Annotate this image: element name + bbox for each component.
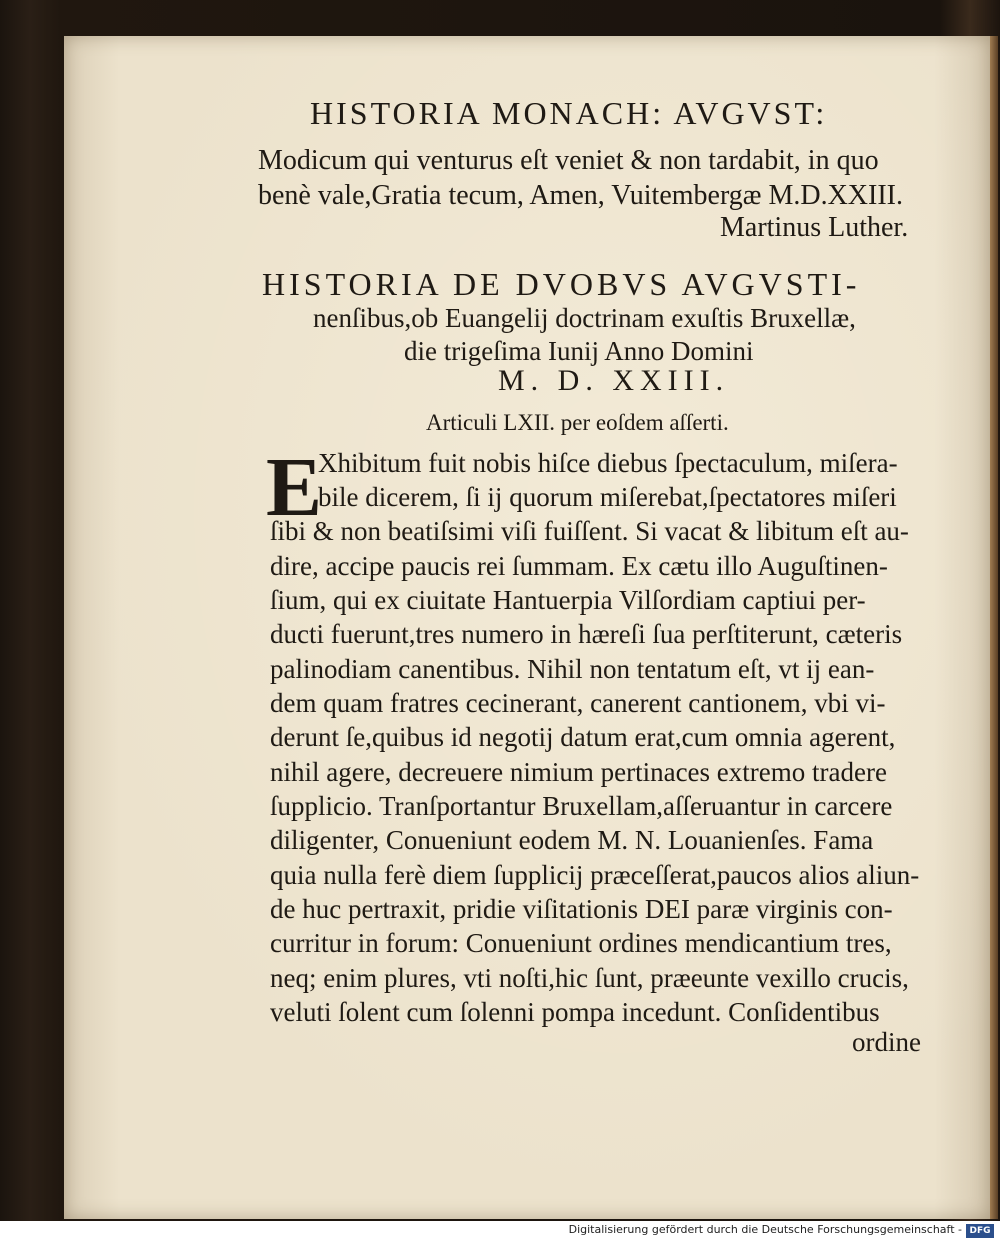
letter-line-2: benè vale,Gratia tecum, Amen, Vuitembergæ M.D.XXIII. <box>258 180 903 211</box>
body-line-8: dem quam fratres cecinerant, canerent cantionem, vbi vi- <box>270 688 886 718</box>
footer-bar <box>0 1221 1000 1241</box>
dfg-logo-icon: DFG <box>966 1224 994 1238</box>
body-line-4: dire, accipe paucis rei ſummam. Ex cætu illo Auguſtinen- <box>270 551 888 581</box>
body-line-11: ſupplicio. Tranſportantur Bruxellam,aſſeruantur in carcere <box>270 791 893 821</box>
body-line-10: nihil agere, decreuere nimium pertinaces extremo tradere <box>270 757 887 787</box>
articuli-line: Articuli LXII. per eoſdem aſſerti. <box>426 410 729 435</box>
body-line-7: palinodiam canentibus. Nihil non tentatum eſt, vt ij ean- <box>270 654 875 684</box>
catchword: ordine <box>852 1027 921 1057</box>
body-line-2: bile dicerem, ſi ij quorum miſerebat,ſpectatores miſeri <box>318 482 897 512</box>
body-line-15: curritur in forum: Conueniunt ordines mendicantium tres, <box>270 928 892 958</box>
heading-line-1: HISTORIA DE DVOBVS AVGVSTI- <box>262 266 861 302</box>
body-line-6: ducti fuerunt,tres numero in hæreſi ſua perſtiterunt, cæteris <box>270 619 903 649</box>
body-line-14: de huc pertraxit, pridie viſitationis DEI paræ virginis con- <box>270 894 893 924</box>
body-line-5: ſium, qui ex ciuitate Hantuerpia Vilſordiam captiui per- <box>270 585 866 615</box>
body-line-12: diligenter, Conueniunt eodem M. N. Louanienſes. Fama <box>270 825 874 855</box>
body-line-16: neq; enim plures, vti noſti,hic ſunt, præeunte vexillo crucis, <box>270 963 909 993</box>
body-line-17: veluti ſolent cum ſolenni pompa incedunt. Conſidentibus <box>270 997 880 1027</box>
body-line-9: derunt ſe,quibus id negotij datum erat,cum omnia agerent, <box>270 722 896 752</box>
running-head: HISTORIA MONACH: AVGVST: <box>310 95 828 131</box>
body-line-13: quia nulla ferè diem ſupplicij præceſſerat,paucos alios aliun- <box>270 860 920 890</box>
heading-year: M. D. XXIII. <box>498 364 730 397</box>
heading-line-3: die trigeſima Iunij Anno Domini <box>404 336 754 366</box>
body-line-1: Xhibitum fuit nobis hiſce diebus ſpectaculum, miſera- <box>318 448 898 478</box>
letter-line-1: Modicum qui venturus eſt veniet & non tardabit, in quo <box>258 145 879 176</box>
body-line-3: ſibi & non beatiſsimi viſi fuiſſent. Si vacat & libitum eſt au- <box>270 516 909 546</box>
letter-signature: Martinus Luther. <box>720 212 909 243</box>
heading-line-2: nenſibus,ob Euangelij doctrinam exuſtis Bruxellæ, <box>313 303 856 333</box>
drop-cap: E <box>266 441 323 534</box>
footer-credit: Digitalisierung gefördert durch die Deutsche Forschungsgemeinschaft - <box>568 1223 962 1236</box>
